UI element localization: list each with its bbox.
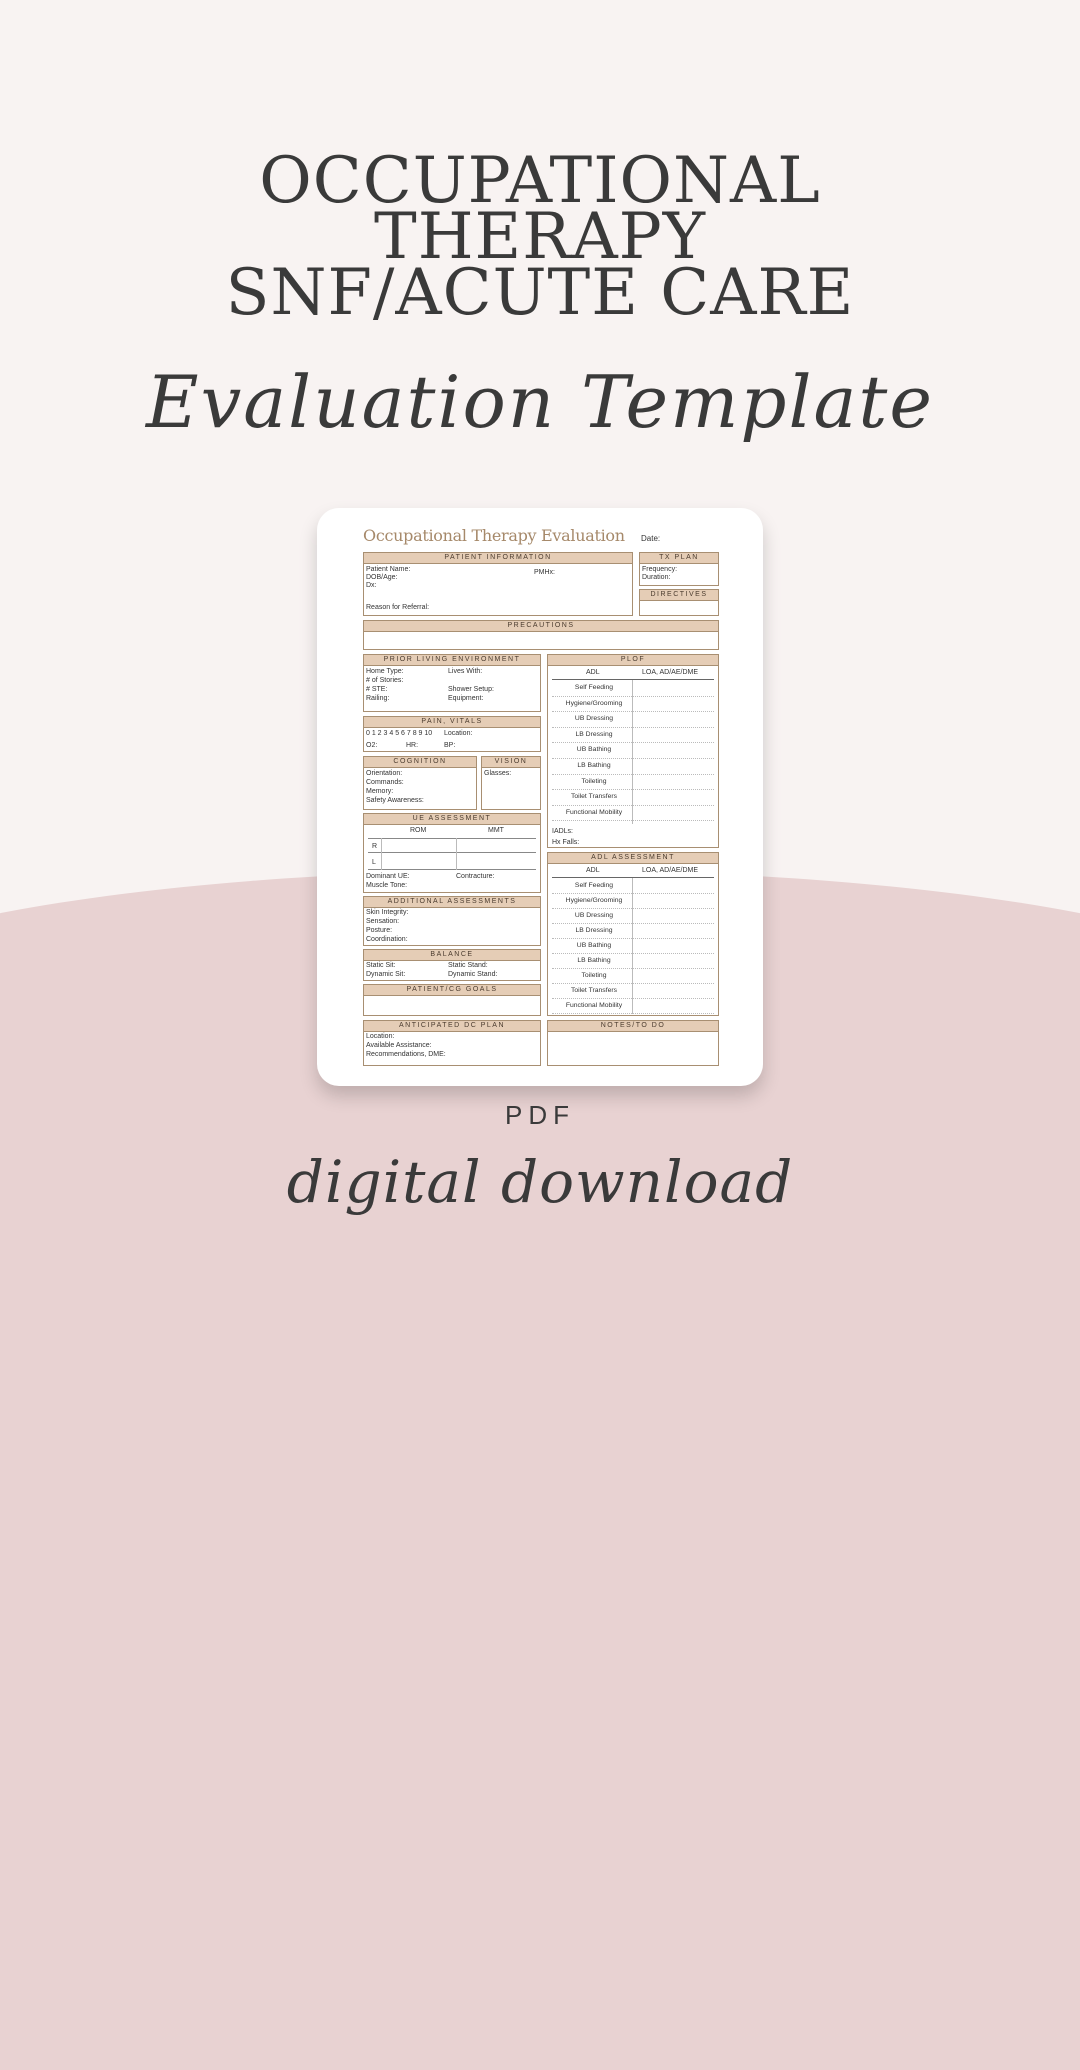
dominant-label: Dominant UE: <box>366 873 410 880</box>
table-rule <box>552 877 714 878</box>
adl-row-label: Hygiene/Grooming <box>565 897 623 904</box>
row-rule <box>552 789 714 790</box>
loa-col-header: LOA, AD/AE/DME <box>642 867 699 874</box>
row-rule <box>552 711 714 712</box>
section-header: NOTES/TO DO <box>548 1021 718 1032</box>
adl-row-label: UB Dressing <box>574 912 614 919</box>
glasses-label: Glasses: <box>484 770 512 777</box>
mmt-label: MMT <box>488 827 504 834</box>
posture-label: Posture: <box>366 927 393 934</box>
adl-row-label: UB Bathing <box>576 942 612 949</box>
section-header: PRECAUTIONS <box>364 621 718 632</box>
adl-row-label: LB Dressing <box>575 927 613 934</box>
prior-living-section <box>363 654 541 712</box>
sensation-label: Sensation: <box>366 918 400 925</box>
adl-col-header: ADL <box>586 867 600 874</box>
directives-section <box>639 589 719 616</box>
railing-label: Railing: <box>366 695 390 702</box>
table-divider <box>381 838 382 870</box>
left-label: L <box>372 859 376 866</box>
recommendations-label: Recommendations, DME: <box>366 1051 446 1058</box>
dc-plan-section <box>363 1020 541 1066</box>
adl-row-label: LB Dressing <box>575 730 613 738</box>
balance-section <box>363 949 541 981</box>
notes-section <box>547 1020 719 1066</box>
section-header: TX PLAN <box>640 553 718 564</box>
table-rule <box>368 869 536 870</box>
title-line-2: THERAPY <box>374 200 706 274</box>
adl-row-label: Functional Mobility <box>565 808 623 816</box>
section-header: PATIENT/CG GOALS <box>364 985 540 996</box>
date-label: Date: <box>641 534 661 543</box>
skin-label: Skin Integrity: <box>366 909 409 916</box>
ste-label: # STE: <box>366 686 388 693</box>
row-rule <box>552 953 714 954</box>
dc-location-label: Location: <box>366 1033 395 1040</box>
dynamic-stand-label: Dynamic Stand: <box>448 971 498 978</box>
row-rule <box>552 908 714 909</box>
row-rule <box>552 938 714 939</box>
section-header: VISION <box>482 757 540 768</box>
adl-row-label: Functional Mobility <box>565 1002 623 1009</box>
coordination-label: Coordination: <box>366 936 408 943</box>
section-header: ANTICIPATED DC PLAN <box>364 1021 540 1032</box>
adl-row-label: Toilet Transfers <box>570 793 618 801</box>
assistance-label: Available Assistance: <box>366 1042 432 1049</box>
table-rule <box>368 838 536 839</box>
static-stand-label: Static Stand: <box>448 962 488 969</box>
adl-row-label: LB Bathing <box>577 762 611 769</box>
title-line-3: SNF/ACUTE CARE <box>225 256 855 330</box>
lives-with-label: Lives With: <box>448 668 483 675</box>
section-header: PAIN, VITALS <box>364 717 540 728</box>
o2-label: O2: <box>366 742 378 749</box>
section-header: BALANCE <box>364 950 540 961</box>
plof-section <box>547 654 719 848</box>
adl-col-header: ADL <box>586 669 600 676</box>
right-label: R <box>372 843 378 850</box>
row-rule <box>552 893 714 894</box>
precautions-section <box>363 620 719 650</box>
stories-label: # of Stories: <box>366 677 404 684</box>
adl-row-label: Toileting <box>581 972 607 979</box>
adl-row-label: LB Bathing <box>577 957 611 964</box>
equipment-label: Equipment: <box>448 695 484 702</box>
hx-falls-label: Hx Falls: <box>552 839 580 846</box>
adl-row-label: Hygiene/Grooming <box>565 699 623 707</box>
adl-row-label: Self Feeding <box>574 684 614 691</box>
row-rule <box>552 983 714 984</box>
form-preview-card <box>317 508 763 1086</box>
tagline: digital download <box>286 1148 794 1216</box>
table-rule <box>368 852 536 853</box>
row-rule <box>552 968 714 969</box>
patient-name-label: Patient Name: <box>366 566 411 573</box>
vision-section <box>481 756 541 810</box>
location-label: Location: <box>444 730 473 737</box>
row-rule <box>552 820 714 821</box>
additional-assessments-section <box>363 896 541 946</box>
form-title: Occupational Therapy Evaluation <box>363 526 625 545</box>
section-header: PATIENT INFORMATION <box>364 553 632 564</box>
row-rule <box>552 1013 714 1014</box>
title-line-1: OCCUPATIONAL <box>259 144 821 218</box>
adl-row-label: Self Feeding <box>574 882 614 889</box>
format-label: PDF <box>505 1100 575 1130</box>
table-rule <box>552 679 714 680</box>
cognition-section <box>363 756 477 810</box>
section-header: ADL ASSESSMENT <box>548 853 718 864</box>
row-rule <box>552 774 714 775</box>
pmhx-label: PMHx: <box>534 569 555 576</box>
iadls-label: IADLs: <box>552 828 574 835</box>
dynamic-sit-label: Dynamic Sit: <box>366 971 406 978</box>
adl-assessment-section <box>547 852 719 1016</box>
contracture-label: Contracture: <box>456 873 495 880</box>
adl-row-label: Toileting <box>581 777 607 785</box>
section-header: DIRECTIVES <box>640 590 718 601</box>
frequency-label: Frequency: <box>642 566 678 573</box>
tone-label: Muscle Tone: <box>366 882 408 889</box>
shower-label: Shower Setup: <box>448 686 494 693</box>
loa-col-header: LOA, AD/AE/DME <box>642 669 699 676</box>
bp-label: BP: <box>444 742 456 749</box>
script-title: Evaluation Template <box>146 360 934 444</box>
patient-info-section <box>363 552 633 616</box>
dob-label: DOB/Age: <box>366 574 398 581</box>
hr-label: HR: <box>406 742 419 749</box>
dx-label: Dx: <box>366 582 377 589</box>
adl-row-label: Toilet Transfers <box>570 987 618 994</box>
section-header: UE ASSESSMENT <box>364 814 540 825</box>
row-rule <box>552 742 714 743</box>
safety-label: Safety Awareness: <box>366 797 424 804</box>
section-header: PLOF <box>548 655 718 666</box>
reason-label: Reason for Referral: <box>366 604 430 611</box>
row-rule <box>552 923 714 924</box>
adl-row-label: UB Dressing <box>574 715 614 723</box>
section-header: ADDITIONAL ASSESSMENTS <box>364 897 540 908</box>
section-header: PRIOR LIVING ENVIRONMENT <box>364 655 540 666</box>
pain-vitals-section <box>363 716 541 752</box>
commands-label: Commands: <box>366 779 404 786</box>
home-type-label: Home Type: <box>366 668 404 675</box>
row-rule <box>552 805 714 806</box>
static-sit-label: Static Sit: <box>366 962 396 969</box>
tx-plan-section <box>639 552 719 586</box>
row-rule <box>552 696 714 697</box>
goals-section <box>363 984 541 1016</box>
row-rule <box>552 998 714 999</box>
rom-label: ROM <box>410 827 427 834</box>
table-divider <box>456 838 457 870</box>
adl-row-label: UB Bathing <box>576 746 612 754</box>
ue-assessment-section <box>363 813 541 893</box>
row-rule <box>552 727 714 728</box>
section-header: COGNITION <box>364 757 476 768</box>
orientation-label: Orientation: <box>366 770 403 777</box>
duration-label: Duration: <box>642 574 671 581</box>
pain-scale: 0 1 2 3 4 5 6 7 8 9 10 <box>366 730 433 737</box>
memory-label: Memory: <box>366 788 394 795</box>
row-rule <box>552 758 714 759</box>
